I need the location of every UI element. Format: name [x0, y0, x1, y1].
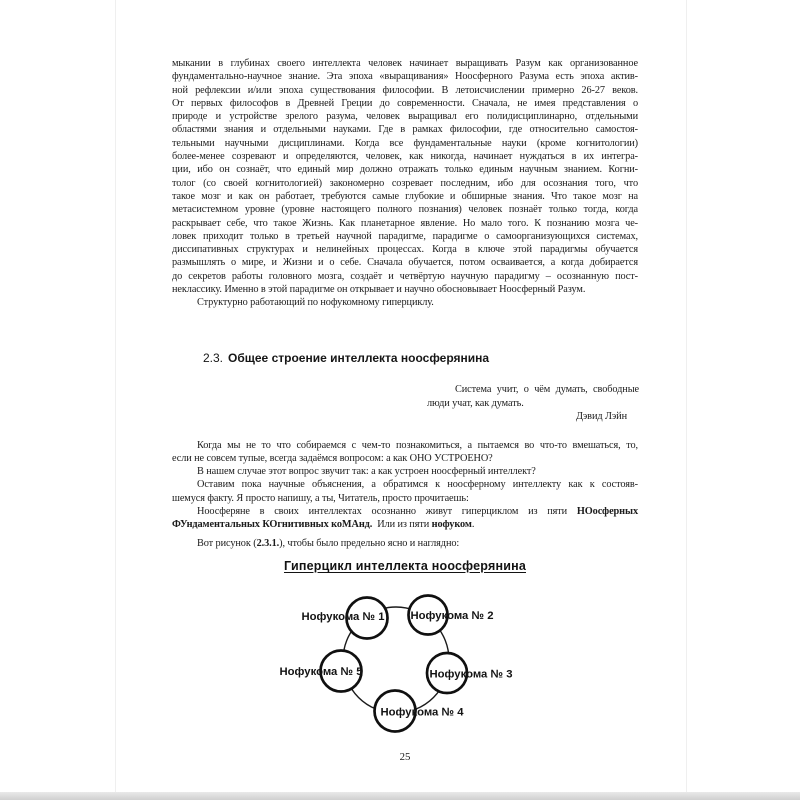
text-line: раскрывает себе, что такое Жизнь. Как планетарное явление. Но мало того. К познанию мозга че- — [172, 217, 638, 229]
page-number: 25 — [399, 751, 411, 763]
text-line: до секретов работы головного мозга, создаёт и четвёртую научную парадигму – осознанную пост- — [172, 270, 638, 282]
text-line: диссипативных структурах и нелинейных процессах. Когда в ключе этой парадигмы обучается — [172, 244, 638, 256]
text-line: ции, ибо он сознаёт, что единый мир должно отражать только единым научным знанием. Когни- — [172, 164, 638, 176]
text-line: более-менее созревают и определяются, человек, как никогда, начинает нуждаться в их интегра- — [172, 151, 638, 163]
text-line: если не совсем тупые, всегда задаёмся вопросом: а как ОНО УСТРОЕНО? — [172, 453, 493, 465]
paragraph-main — [172, 439, 638, 531]
text-line: тельными научными дисциплинами. Когда все фундаментальные науки (кроме когнитологии) — [172, 137, 638, 149]
text-line: Ноосферяне в своих интеллектах осознанно живут гиперциклом из пяти НОосферных — [197, 505, 638, 517]
text-line: люди учат, как думать. — [427, 397, 524, 409]
page-right-edge — [686, 0, 687, 793]
node-label-5: Нофукома № 5 — [279, 666, 363, 678]
text-line: ной рефлексии и/или эпоха существования философии. В летоисчислении примерно 26-27 веков. — [172, 84, 638, 96]
figure-title: Гиперцикл интеллекта ноосферянина — [283, 559, 526, 573]
text-line: Система учит, о чём думать, свободные — [455, 384, 639, 395]
node-label-3: Нофукома № 3 — [429, 668, 513, 681]
section-number: 2.3. — [203, 351, 224, 365]
text-line: Когда мы не то что собираемся с чем-то познакомиться, а пытаемся во что-то вмешаться, то, — [197, 440, 638, 451]
text-line: фундаментально-научное знание. Эта эпоха «выращивания» Ноосферного Разума есть эпоха актив- — [172, 71, 638, 83]
text-line: ловек приходит только в третьей научной парадигме, парадигме о самоорганизующихся системах, — [172, 230, 638, 242]
figure-reference-line — [172, 537, 638, 550]
text-line: неклассику. Именно в этой парадигме он открывает и научно обосновывает Ноосферный Разум. — [172, 284, 586, 296]
scan-bottom-shadow — [0, 792, 800, 800]
text-line: размышлять о мире, и Жизни и о себе. Сначала обучается, потом осваивается, а когда добирается — [172, 257, 638, 269]
text-line: такое мозг и как он работает, требуются самые глубокие и обширные знания. Что такое мозг на — [172, 190, 638, 202]
node-label-1: Нофукома № 1 — [301, 611, 385, 623]
text-line: От первых философов в Древней Греции до современности. Сначала, не имея представления о — [172, 97, 638, 109]
section-title: Общее строение интеллекта ноосферянина — [228, 351, 490, 365]
text-line: метасистемном уровне (уровне настоящего полного познания) человек познаёт только тогда, когда — [172, 204, 638, 216]
text-line: В нашем случае этот вопрос звучит так: а как устроен ноосферный интеллект? — [197, 466, 536, 478]
text-line: Вот рисунок (2.3.1.), чтобы было предельно ясно и наглядно: — [197, 538, 460, 549]
text-line: Дэвид Лэйн — [575, 411, 627, 422]
text-line: шемуся факту. Я просто напишу, а ты, Читатель, просто прочитаешь: — [172, 492, 469, 504]
node-label-2: Нофукома № 2 — [410, 610, 494, 622]
text-line: ФУндаментальных КОгнитивных коМАнд. Или из пяти нофуком. — [172, 518, 475, 530]
text-line: областями знания и отдельными науками. Где в рамках философии, где относительно самостоя- — [172, 124, 638, 136]
page-left-edge — [115, 0, 116, 793]
hypercycle-diagram — [260, 580, 540, 750]
text-line: природе и устройстве зрелого разума, человек выращивал его полидисциплинарно, отдельными — [172, 111, 638, 123]
section-heading — [203, 351, 489, 365]
text-line: толог (со своей когнитологией) закономерно созревает последним, ибо для осознания того, что — [172, 177, 638, 189]
node-label-4: Нофукома № 4 — [380, 706, 464, 719]
text-line: мыкании в глубинах своего интеллекта человек начинает выращивать Разум как организованное — [172, 58, 638, 69]
text-line: Структурно работающий по нофукомному гиперциклу. — [197, 297, 434, 309]
epigraph — [427, 383, 639, 424]
paragraph-continued — [172, 57, 638, 310]
text-line: Оставим пока научные объяснения, а обратимся к ноосферному интеллекту как к состояв- — [197, 479, 638, 491]
